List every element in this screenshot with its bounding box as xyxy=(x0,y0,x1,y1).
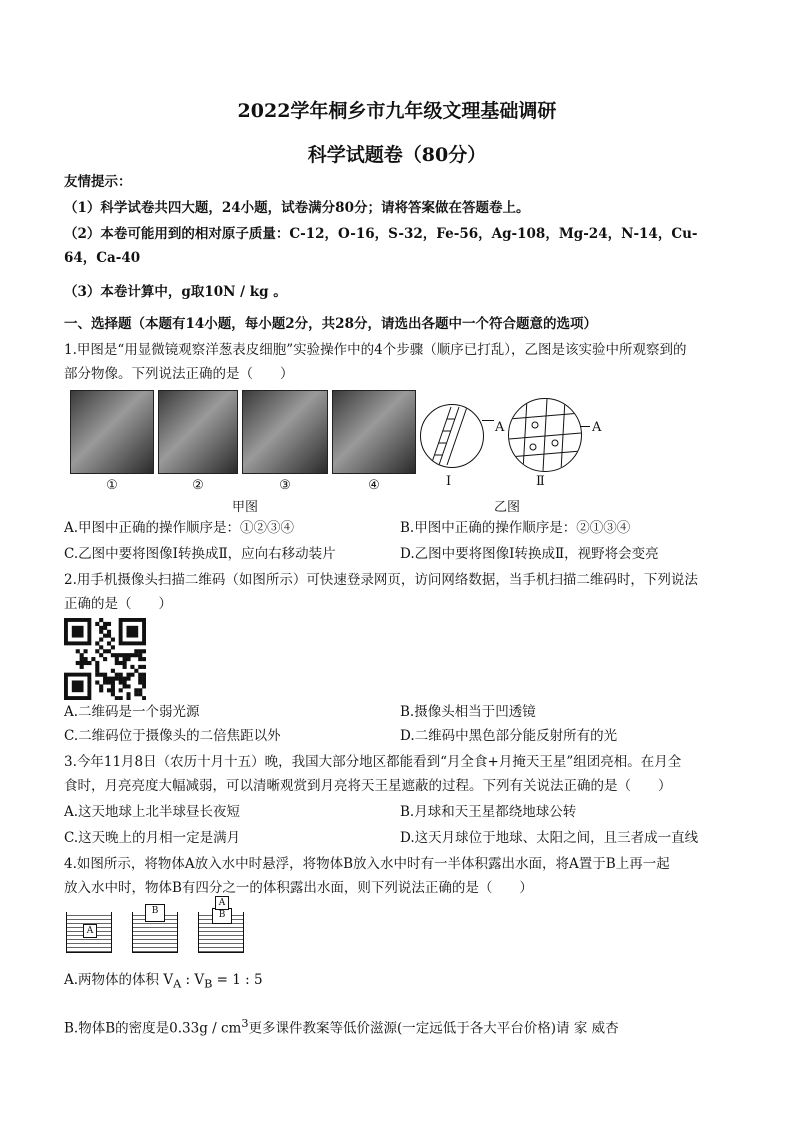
q1-stem-cont: 部分物像。下列说法正确的是（ ） xyxy=(64,366,294,382)
notice-item-1: （1）科学试卷共四大题，24小题，试卷满分80分；请将答案做在答题卷上。 xyxy=(64,200,530,216)
notice-item-2: （2）本卷可能用到的相对原子质量：C-12，O-16，S-32，Fe-56，Ag-108，Mg-24，N-14，Cu- xyxy=(64,226,698,242)
block-a-in-beaker-3: A xyxy=(215,896,229,910)
q1-option-a: A.甲图中正确的操作顺序是：①②③④ xyxy=(64,520,295,536)
exam-title: 2022学年桐乡市九年级文理基础调研 xyxy=(237,100,557,122)
pointer-line-1 xyxy=(482,420,494,421)
q4-option-a xyxy=(64,970,263,995)
q2-option-b: B.摄像头相当于凹透镜 xyxy=(400,704,536,720)
exam-subtitle: 科学试题卷（80分） xyxy=(307,144,487,166)
q1-option-b: B.甲图中正确的操作顺序是：②①③④ xyxy=(400,520,631,536)
q4-option-a-sub-b: B xyxy=(204,977,213,991)
q4-option-b-sup: 3 xyxy=(241,1017,249,1030)
q3-option-a: A.这天地球上北半球昼长夜短 xyxy=(64,804,241,820)
q3-option-b: B.月球和天王星都绕地球公转 xyxy=(400,804,577,820)
q1-stem: 1.甲图是“用显微镜观察洋葱表皮细胞”实验操作中的4个步骤（顺序已打乱），乙图是该实验中所观察到的 xyxy=(64,342,687,358)
beaker-3 xyxy=(198,898,244,953)
q4-option-b-text: B.物体B的密度是0.33g / cm xyxy=(64,1020,242,1037)
pointer-line-2 xyxy=(580,426,590,427)
q2-option-d: D.二维码中黑色部分能反射所有的光 xyxy=(400,728,618,744)
q2-option-c: C.二维码位于摄像头的二倍焦距以外 xyxy=(64,728,281,744)
block-a-in-beaker-1: A xyxy=(83,924,97,938)
photo-label-3: ③ xyxy=(279,478,291,493)
microscope-photo-4 xyxy=(332,390,416,493)
notice-item-2-cont: 64，Ca-40 xyxy=(64,250,141,266)
q4-option-b-end: 更多课件教案等低价滋源(一定远低于各大平台价格)请 家 威杏 xyxy=(248,1020,619,1037)
microscope-photo-2 xyxy=(158,390,238,493)
beaker-1 xyxy=(66,912,112,953)
q2-stem: 2.用手机摄像头扫描二维码（如图所示）可快速登录网页，访问网络数据，当手机扫描二维码时，下列说法 xyxy=(64,572,698,588)
photo-label-1: ① xyxy=(106,478,118,493)
caption-yi: 乙图 xyxy=(494,500,521,515)
pointer-label-2: A xyxy=(592,420,602,435)
cell-diagram-1 xyxy=(421,405,483,467)
notice-heading: 友情提示： xyxy=(64,174,132,190)
q4-option-a-end: = 1 : 5 xyxy=(212,972,263,988)
q1-option-c: C.乙图中要将图像Ⅰ转换成Ⅱ，应向右移动装片 xyxy=(64,546,336,562)
q4-option-b xyxy=(64,1014,619,1039)
beaker-2 xyxy=(132,906,178,953)
caption-jia: 甲图 xyxy=(232,500,259,515)
q3-option-c: C.这天晚上的月相一定是满月 xyxy=(64,830,241,846)
q2-option-a: A.二维码是一个弱光源 xyxy=(64,704,200,720)
block-b-in-beaker-2: B xyxy=(145,904,165,922)
q3-stem: 3.今年11月8日（农历十月十五）晚，我国大部分地区都能看到“月全食+月掩天王星”组团亮相。在月全 xyxy=(64,754,682,770)
block-b-in-beaker-3: B xyxy=(212,908,232,924)
notice-item-3: （3）本卷计算中，g取10N / kg 。 xyxy=(64,284,287,300)
q3-stem-cont: 食时，月亮亮度大幅减弱，可以清晰观赏到月亮将天王星遮蔽的过程。下列有关说法正确的是（ ） xyxy=(64,778,672,794)
cell-view-1 xyxy=(420,404,484,468)
cell-view-2 xyxy=(508,398,582,472)
section-heading: 一、选择题（本题有14小题，每小题2分，共28分，请选出各题中一个符合题意的选项） xyxy=(64,316,597,332)
photo-label-2: ② xyxy=(192,478,204,493)
q2-stem-cont: 正确的是（ ） xyxy=(64,596,172,612)
qr-code-graphic xyxy=(64,618,146,700)
q4-stem: 4.如图所示，将物体A放入水中时悬浮，将物体B放入水中时有一半体积露出水面，将A置于B上再一起 xyxy=(64,856,670,872)
pointer-label-1: A xyxy=(495,420,505,435)
photo-label-4: ④ xyxy=(368,478,380,493)
cell-label-2: Ⅱ xyxy=(536,474,545,489)
q3-option-d: D.这天月球位于地球、太阳之间，且三者成一直线 xyxy=(400,830,699,846)
cell-label-1: Ⅰ xyxy=(446,474,452,489)
microscope-photo-3 xyxy=(242,390,328,493)
cell-diagram-2 xyxy=(509,399,581,471)
q1-option-d: D.乙图中要将图像Ⅰ转换成Ⅱ，视野将会变亮 xyxy=(400,546,659,562)
q4-option-a-text: A.两物体的体积 V xyxy=(64,972,174,988)
q4-option-a-sub-a: A xyxy=(173,977,182,991)
q4-stem-cont: 放入水中时，物体B有四分之一的体积露出水面，则下列说法正确的是（ ） xyxy=(64,880,533,896)
microscope-photo-1 xyxy=(70,390,154,493)
q4-option-a-mid: : V xyxy=(181,972,205,988)
qr-code-image xyxy=(64,618,146,700)
